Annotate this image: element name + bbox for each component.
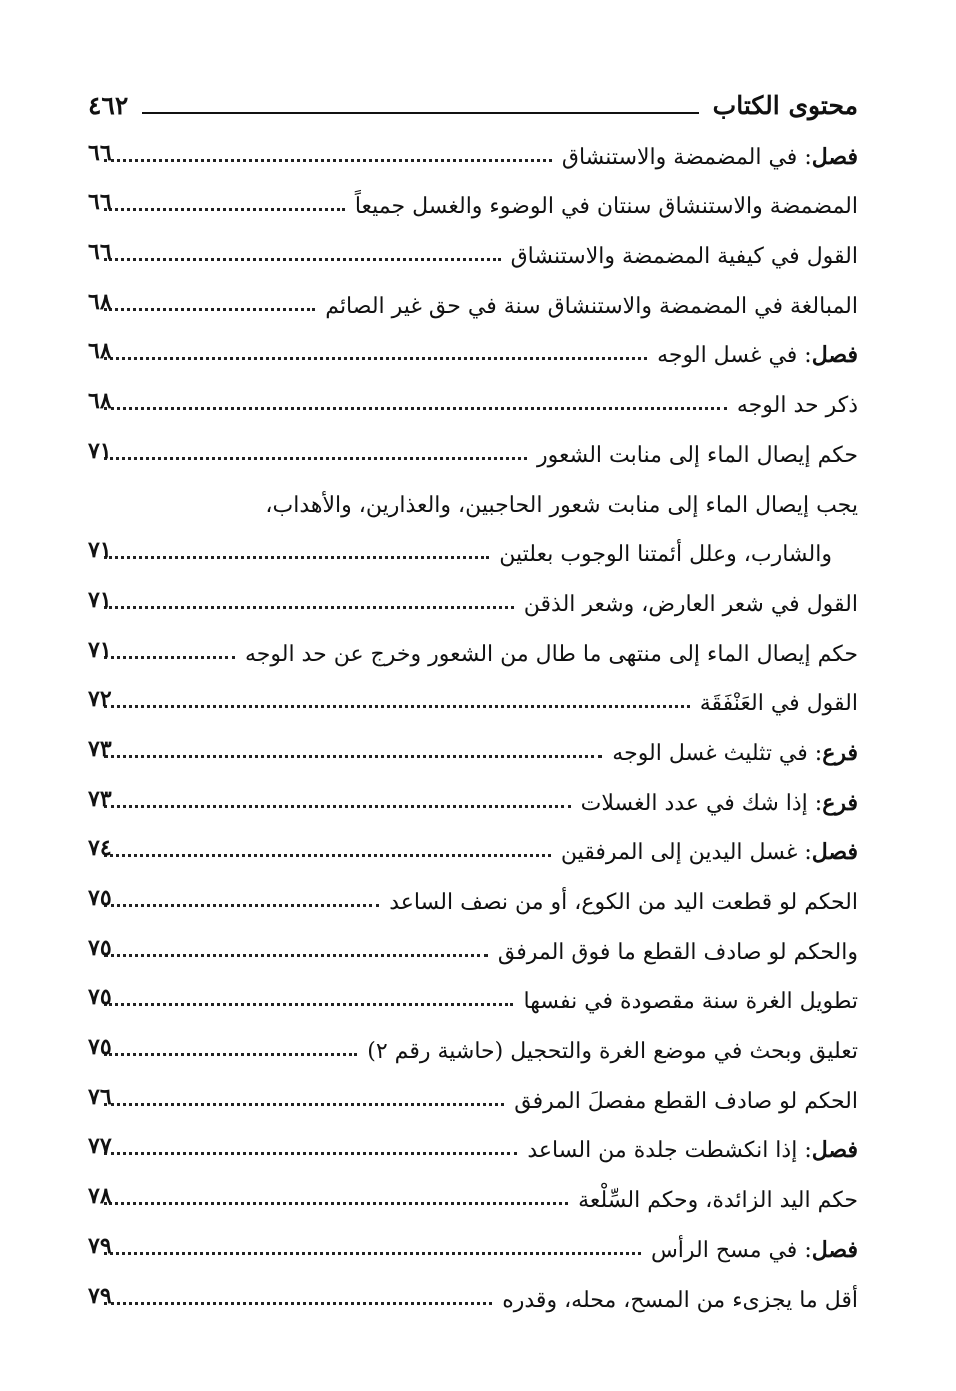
toc-entry-title: فصل: في المضمضة والاستنشاق xyxy=(561,143,858,170)
toc-entry-page: ٧٢ xyxy=(88,686,112,713)
toc-entry[interactable] xyxy=(88,227,858,277)
leader-dots xyxy=(104,755,602,758)
toc-entry-title: تطويل الغرة سنة مقصودة في نفسها xyxy=(523,989,858,1015)
toc-entry[interactable] xyxy=(88,873,858,923)
toc-entry-page: ٧٥ xyxy=(88,934,112,961)
toc-entry[interactable] xyxy=(88,327,858,377)
toc-entry-title: الحكم لو قطعت اليد من الكوع، أو من نصف الساعد xyxy=(389,890,858,915)
toc-entry-page: ٦٨ xyxy=(88,288,112,315)
toc-entry[interactable] xyxy=(88,824,858,874)
leader-dots xyxy=(104,606,514,609)
running-header xyxy=(88,80,858,120)
toc-entry[interactable] xyxy=(88,178,858,228)
leader-dots xyxy=(104,1103,504,1106)
toc-entry[interactable] xyxy=(88,1171,858,1221)
table-of-contents xyxy=(88,128,858,1321)
leader-dots xyxy=(104,407,727,410)
toc-entry[interactable] xyxy=(88,526,858,576)
toc-entry-page: ٧٧ xyxy=(88,1133,112,1160)
header-page-number: ٤٦٢ xyxy=(88,91,129,120)
toc-entry-title: فصل: إذا انكشطت جلدة من الساعد xyxy=(527,1137,858,1164)
toc-entry[interactable] xyxy=(88,625,858,675)
toc-entry-page: ٧٥ xyxy=(88,984,112,1011)
toc-entry[interactable] xyxy=(88,426,858,476)
leader-dots xyxy=(104,308,315,311)
toc-entry-page: ٧١ xyxy=(88,437,112,464)
toc-entry-prefix: فرع xyxy=(822,739,858,766)
toc-entry-title: يجب إيصال الماء إلى منابت شعور الحاجبين، والعذارين، والأهداب، xyxy=(265,492,858,518)
toc-entry-title: القول في شعر العارض، وشعر الذقن xyxy=(523,591,858,617)
toc-entry-page: ٧٣ xyxy=(88,735,112,762)
toc-entry-page: ٧١ xyxy=(88,537,112,564)
leader-dots xyxy=(104,1302,492,1305)
leader-dots xyxy=(104,159,552,162)
leader-dots xyxy=(104,1003,513,1006)
leader-dots xyxy=(104,1202,568,1205)
leader-dots xyxy=(104,258,501,261)
toc-entry-page: ٧٣ xyxy=(88,785,112,812)
toc-entry-title: حكم اليد الزائدة، وحكم السِّلْعة xyxy=(578,1188,858,1214)
toc-entry[interactable] xyxy=(88,923,858,973)
toc-entry[interactable] xyxy=(88,1221,858,1271)
toc-entry-title: حكم إيصال الماء إلى منابت الشعور xyxy=(537,442,858,468)
toc-entry[interactable] xyxy=(88,128,858,178)
toc-entry-page: ٧٩ xyxy=(88,1232,112,1259)
toc-entry-title: حكم إيصال الماء إلى منتهى ما طال من الشعور وخرج عن حد الوجه xyxy=(244,641,858,667)
toc-entry-page: ٧٥ xyxy=(88,1034,112,1061)
toc-entry-prefix: فرع xyxy=(822,789,858,816)
toc-entry-title: ذكر حد الوجه xyxy=(736,393,858,419)
toc-entry-title: فصل: غسل اليدين إلى المرفقين xyxy=(560,839,858,866)
toc-entry-page: ٧١ xyxy=(88,586,112,613)
toc-entry[interactable] xyxy=(88,1022,858,1072)
leader-dots xyxy=(104,705,690,708)
leader-dots xyxy=(104,357,647,360)
toc-entry[interactable] xyxy=(88,973,858,1023)
toc-entry-page: ٦٦ xyxy=(88,239,112,266)
toc-entry-title: القول في كيفية المضمضة والاستنشاق xyxy=(510,244,858,270)
toc-entry-title: فرع: في تثليث غسل الوجه xyxy=(612,739,858,766)
leader-dots xyxy=(104,556,489,559)
toc-entry[interactable] xyxy=(88,376,858,426)
toc-entry[interactable] xyxy=(88,675,858,725)
toc-entry-prefix: فصل xyxy=(811,839,858,866)
toc-entry-title: فرع: إذا شك في عدد الغسلات xyxy=(580,789,858,816)
toc-entry[interactable] xyxy=(88,1122,858,1172)
toc-entry-page: ٦٨ xyxy=(88,338,112,365)
toc-entry-prefix: فصل xyxy=(811,143,858,170)
toc-entry-title: فصل: في مسح الرأس xyxy=(650,1236,858,1263)
toc-entry-page: ٧١ xyxy=(88,636,112,663)
toc-entry-page: ٦٨ xyxy=(88,388,112,415)
toc-entry[interactable] xyxy=(88,774,858,824)
toc-entry-first-line[interactable] xyxy=(88,476,858,526)
toc-entry[interactable] xyxy=(88,724,858,774)
toc-entry-title: والشارب، وعلل أئمتنا الوجوب بعلتين xyxy=(499,542,832,568)
leader-dots xyxy=(104,1053,357,1056)
leader-dots xyxy=(104,805,571,808)
toc-entry-page: ٦٦ xyxy=(88,189,112,216)
leader-dots xyxy=(104,954,488,957)
toc-entry-title: والحكم لو صادف القطع ما فوق المرفق xyxy=(497,939,858,965)
header-rule xyxy=(142,112,698,114)
toc-entry-title: المضمضة والاستنشاق سنتان في الوضوء والغسل جميعاً xyxy=(354,194,858,220)
header-title: محتوى الكتاب xyxy=(712,91,858,120)
leader-dots xyxy=(104,457,527,460)
toc-entry-page: ٦٦ xyxy=(88,139,112,166)
toc-entry[interactable] xyxy=(88,575,858,625)
toc-entry-title: فصل: في غسل الوجه xyxy=(657,342,858,369)
leader-dots xyxy=(104,854,551,857)
toc-entry-prefix: فصل xyxy=(811,1236,858,1263)
leader-dots xyxy=(104,1252,641,1255)
leader-dots xyxy=(104,1152,517,1155)
toc-entry-title: تعليق وبحث في موضع الغرة والتحجيل (حاشية رقم ٢) xyxy=(367,1039,858,1065)
toc-entry-page: ٧٩ xyxy=(88,1282,112,1309)
toc-entry-title: الحكم لو صادف القطع مفصلَ المرفق xyxy=(514,1088,858,1114)
toc-entry-title: أقل ما يجزىء من المسح، محله، وقدره xyxy=(502,1287,858,1313)
leader-dots xyxy=(104,904,379,907)
toc-entry-page: ٧٨ xyxy=(88,1183,112,1210)
toc-entry[interactable] xyxy=(88,1072,858,1122)
toc-entry-prefix: فصل xyxy=(811,1137,858,1164)
leader-dots xyxy=(104,208,345,211)
toc-entry-title: المبالغة في المضمضة والاستنشاق سنة في حق غير الصائم xyxy=(325,293,858,319)
toc-entry-prefix: فصل xyxy=(811,342,858,369)
toc-entry[interactable] xyxy=(88,277,858,327)
toc-entry-page: ٧٥ xyxy=(88,885,112,911)
toc-entry[interactable] xyxy=(88,1271,858,1321)
toc-entry-page: ٧٤ xyxy=(88,835,112,862)
toc-entry-page: ٧٦ xyxy=(88,1083,112,1110)
toc-entry-title: القول في العَنْفَقَة xyxy=(699,691,858,717)
